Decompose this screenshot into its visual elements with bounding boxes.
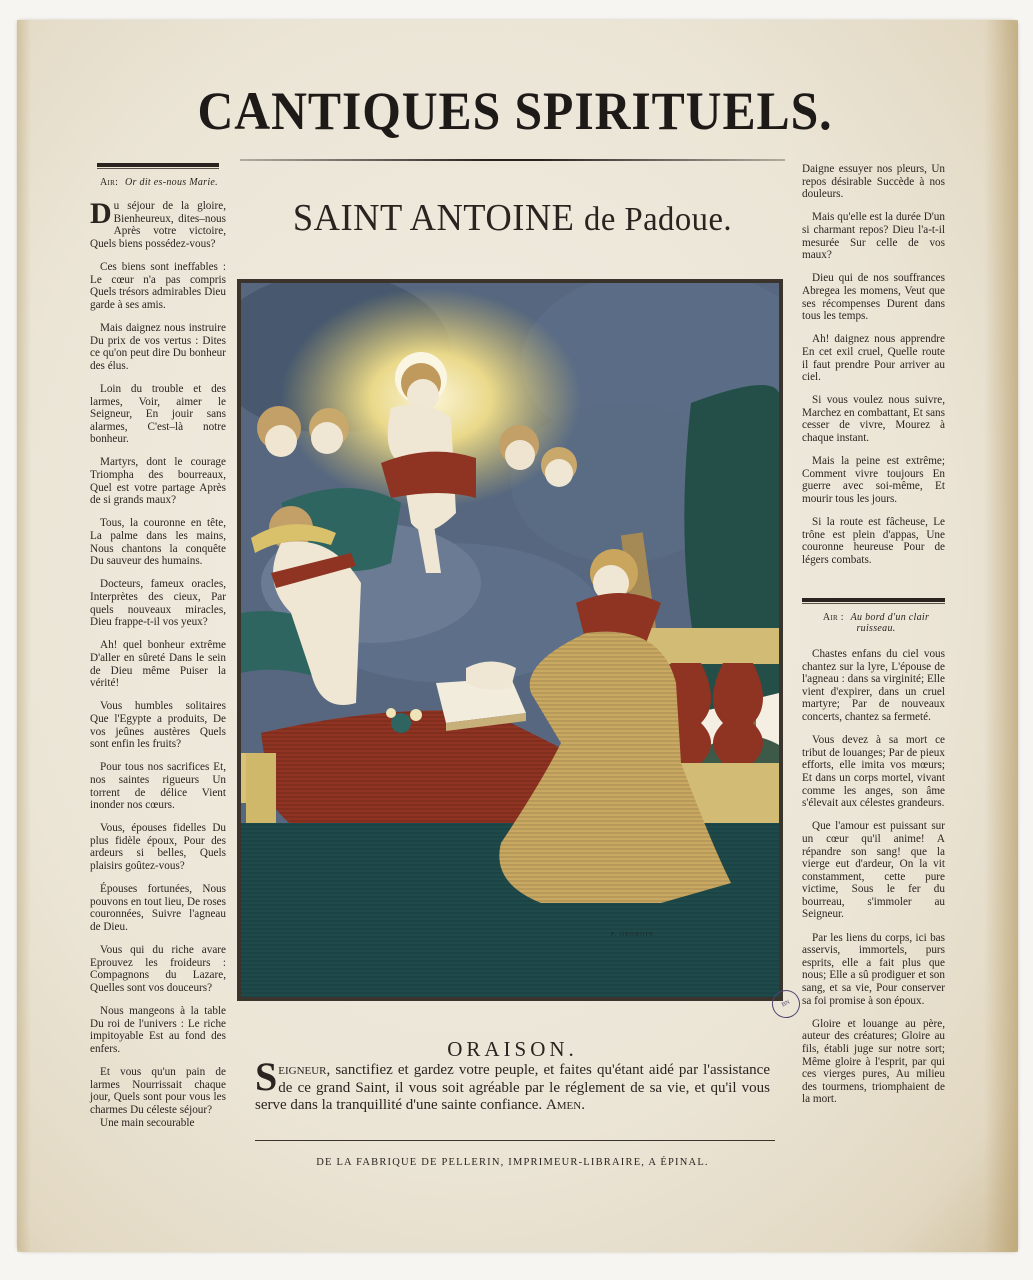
stanza: Épouses fortunées, Nous pouvons en tout lieu, De roses couronnées, Suivre l'agneau de Dieu. bbox=[90, 883, 226, 934]
saint-title bbox=[251, 196, 774, 240]
dropcap: D bbox=[90, 197, 112, 230]
stanza: Pour tous nos sacrifices Et, nos saintes rigueurs Un torrent de délice Vient inonder nos cœurs. bbox=[90, 761, 226, 812]
right-hymn-column-second bbox=[802, 648, 945, 1117]
stanza: Nous mangeons à la table Du roi de l'univers : Le riche impitoyable Est au fond des enfers. bbox=[90, 1005, 226, 1055]
stanza: Chastes enfans du ciel vous chantez sur la lyre, L'épouse de l'agneau : dans sa virginité; Elle vient d'expirer, dans un cruel martyre; Par de nouveaux concerts, chantez sa fermeté. bbox=[802, 648, 945, 723]
left-hymn-column bbox=[90, 197, 226, 1140]
stanza: Martyrs, dont le courage Triompha des bourreaux, Quel est votre partage Après de si grands maux? bbox=[90, 456, 226, 507]
stanza: Vous humbles solitaires Que l'Egypte a produits, De vos jeûnes austères Quels sont enfin les fruits? bbox=[90, 700, 226, 751]
stanza: Dieu qui de nos souffrances Abregea les momens, Veut que ses récompenses Durent dans tous les temps. bbox=[802, 272, 945, 323]
air-label: Air : bbox=[822, 612, 844, 623]
library-stamp: BN bbox=[767, 985, 804, 1022]
stanza: Vous qui du riche avare Eprouvez les froideurs : Compagnons du Lazare, Quelles sont vos douceurs? bbox=[90, 944, 226, 994]
oraison-first-word: eigneur, bbox=[278, 1062, 331, 1078]
stanza: Tous, la couronne en tête, La palme dans les mains, Nous chantons la conquête Du sauveur des humains. bbox=[90, 517, 226, 568]
stanza: Du séjour de la gloire, Bienheureux, dites–nous Après votre victoire, Quels biens possédez-vous? bbox=[90, 197, 226, 250]
oraison-dropcap: S bbox=[255, 1054, 278, 1099]
stanza: Ah! daignez nous apprendre En cet exil cruel, Quelle route il faut prendre Pour arriver au ciel. bbox=[802, 333, 945, 384]
artist-signature: F. GEORGIN. bbox=[611, 932, 657, 938]
title-divider bbox=[240, 159, 785, 161]
stanza: Mais daignez nous instruire Du prix de vos vertus : Dites ce qu'on peut dire Du bonheur des élus. bbox=[90, 321, 226, 372]
stanza: Vous devez à sa mort ce tribut de louanges; Par de pieux efforts, elle imita vos mœurs; Et dans un corps mortel, vivant comme les anges, son âme s'élevait aux célestes grandeurs. bbox=[802, 734, 945, 810]
stanza: Loin du trouble et des larmes, Voir, aimer le Seigneur, En jouir sans alarmes, C'est–là notre bonheur. bbox=[90, 382, 226, 446]
stanza: Docteurs, fameux oracles, Interprètes des cieux, Par quels nouveaux miracles, Dieu frappe-t-il vos yeux? bbox=[90, 578, 226, 629]
oraison-amen: Amen. bbox=[545, 1097, 585, 1113]
oraison-title: ORAISON. bbox=[447, 1037, 578, 1061]
stanza: Mais la peine est extrême; Comment vivre toujours En guerre avec soi-même, Et mourir tous les jours. bbox=[802, 455, 945, 506]
saint-name: SAINT ANTOINE bbox=[292, 197, 575, 239]
air-tune: Au bord d'un clair ruisseau. bbox=[850, 612, 930, 634]
footer-divider bbox=[255, 1140, 775, 1141]
left-air-line bbox=[100, 177, 225, 188]
oraison-body: sanctifiez et gardez votre peuple, et faites qu'étant aidé par l'assistance de ce grand Saint, il vous soit agréable par le réglement de sa vie, et qu'il vous serve dans la tranquillité d'une sainte confiance. bbox=[255, 1062, 770, 1113]
oraison-text bbox=[255, 1054, 770, 1115]
stanza: Gloire et louange au père, auteur des créatures; Gloire au fils, établi juge sur notre sort; Même gloire à l'esprit, par qui ces vierges pures, Au milieu des tourmens, triomphaient de la mort. bbox=[802, 1017, 945, 1106]
right-hymn-column bbox=[802, 163, 945, 577]
main-title: CANTIQUES SPIRITUELS. bbox=[197, 81, 833, 141]
illustration-graphic bbox=[241, 283, 779, 997]
woodcut-illustration bbox=[237, 279, 783, 1001]
stanza: Ces biens sont ineffables : Le cœur n'a pas compris Quels trésors admirables Dieu garde à ses amis. bbox=[90, 260, 226, 311]
stanza: Ah! quel bonheur extrême D'aller en sûreté Dans le sein de Dieu même Puiser la vérité! bbox=[90, 639, 226, 690]
printer-imprint: DE LA FABRIQUE DE PELLERIN, IMPRIMEUR-LIBRAIRE, A ÉPINAL. bbox=[316, 1157, 709, 1168]
right-air-line bbox=[806, 612, 946, 634]
stanza: Mais qu'elle est la durée D'un si charmant repos? Dieu l'a-t-il mesurée Sur celle de vos maux? bbox=[802, 211, 945, 262]
stanza: Et vous qu'un pain de larmes Nourrissait chaque jour, Quels sont pour vous les charmes Du céleste séjour? bbox=[90, 1066, 226, 1116]
stanza: Par les liens du corps, ici bas asservis, immortels, purs esprits, elle a fait plus que nous; Elle a sû prodiguer et son sang, et sa vie, Pour conserver sa foi promise à son époux. bbox=[802, 931, 945, 1007]
air-tune: Or dit es-nous Marie. bbox=[125, 177, 218, 188]
right-column-rule bbox=[802, 598, 945, 602]
stanza: Que l'amour est puissant sur un cœur qu'il anime! A répandre son sang! que la vierge eut d'ardeur, On la vit constamment, cette pure victime, Sous le fer du bourreau, s'immoler au Seigneur. bbox=[802, 820, 945, 921]
stanza: Daigne essuyer nos pleurs, Un repos désirable Succède à nos douleurs. bbox=[802, 163, 945, 201]
air-label: Air: bbox=[100, 177, 119, 188]
stanza: Vous, épouses fidelles Du plus fidèle époux, Pour des ardeurs si belles, Quels plaisirs goûtez-vous? bbox=[90, 822, 226, 873]
stanza: Si vous voulez nous suivre, Marchez en combattant, Et sans cesser de vivre, Mourez à chaque instant. bbox=[802, 394, 945, 445]
saint-place: de Padoue. bbox=[584, 201, 733, 238]
stanza: Si la route est fâcheuse, Le trône est plein d'appas, Une couronne heureuse Pour de légers combats. bbox=[802, 516, 945, 566]
left-column-rule bbox=[97, 163, 219, 167]
stanza-continuation: Une main secourable bbox=[100, 1116, 195, 1129]
